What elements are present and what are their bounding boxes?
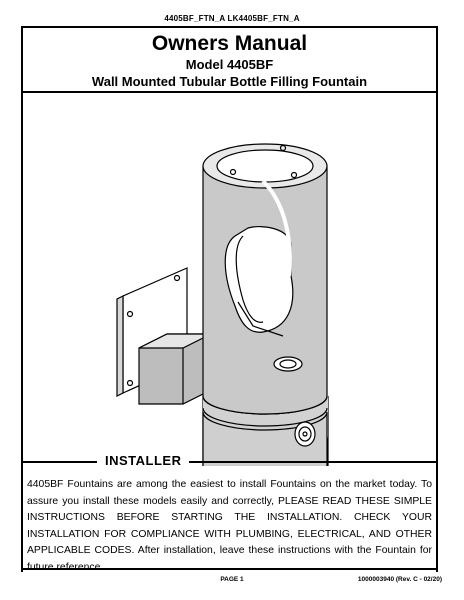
installer-section — [21, 453, 438, 573]
product-subtitle: Wall Mounted Tubular Bottle Filling Fountain — [91, 74, 368, 89]
push-button — [295, 422, 315, 446]
title-block — [23, 28, 436, 93]
document-code: 4405BF_FTN_A LK4405BF_FTN_A — [164, 14, 300, 23]
page-frame — [21, 26, 438, 573]
page-number: PAGE 1 — [220, 576, 244, 583]
installer-instructions: 4405BF Fountains are among the easiest to install Fountains on the market today. To assure you install these models easily and correctly, PLEASE READ THESE SIMPLE INSTRUCTIONS BEFORE STARTING THE INSTALLATION. CHECK YOUR INSTALLATION FOR COMPLIANCE WITH PLUMBING, ELECTRICAL, AND OTHER APPLICABLE CODES. After installation, leave these instructions with the Fountain for future reference. — [27, 479, 432, 573]
installer-heading: INSTALLER — [97, 453, 189, 468]
document-revision: 1000003940 (Rev. C - 02/20) — [357, 576, 442, 583]
fountain-illustration — [83, 96, 383, 466]
top-cap — [217, 150, 313, 182]
model-number: Model 4405BF — [185, 57, 274, 72]
drain — [274, 357, 302, 371]
manual-title: Owners Manual — [151, 32, 308, 55]
